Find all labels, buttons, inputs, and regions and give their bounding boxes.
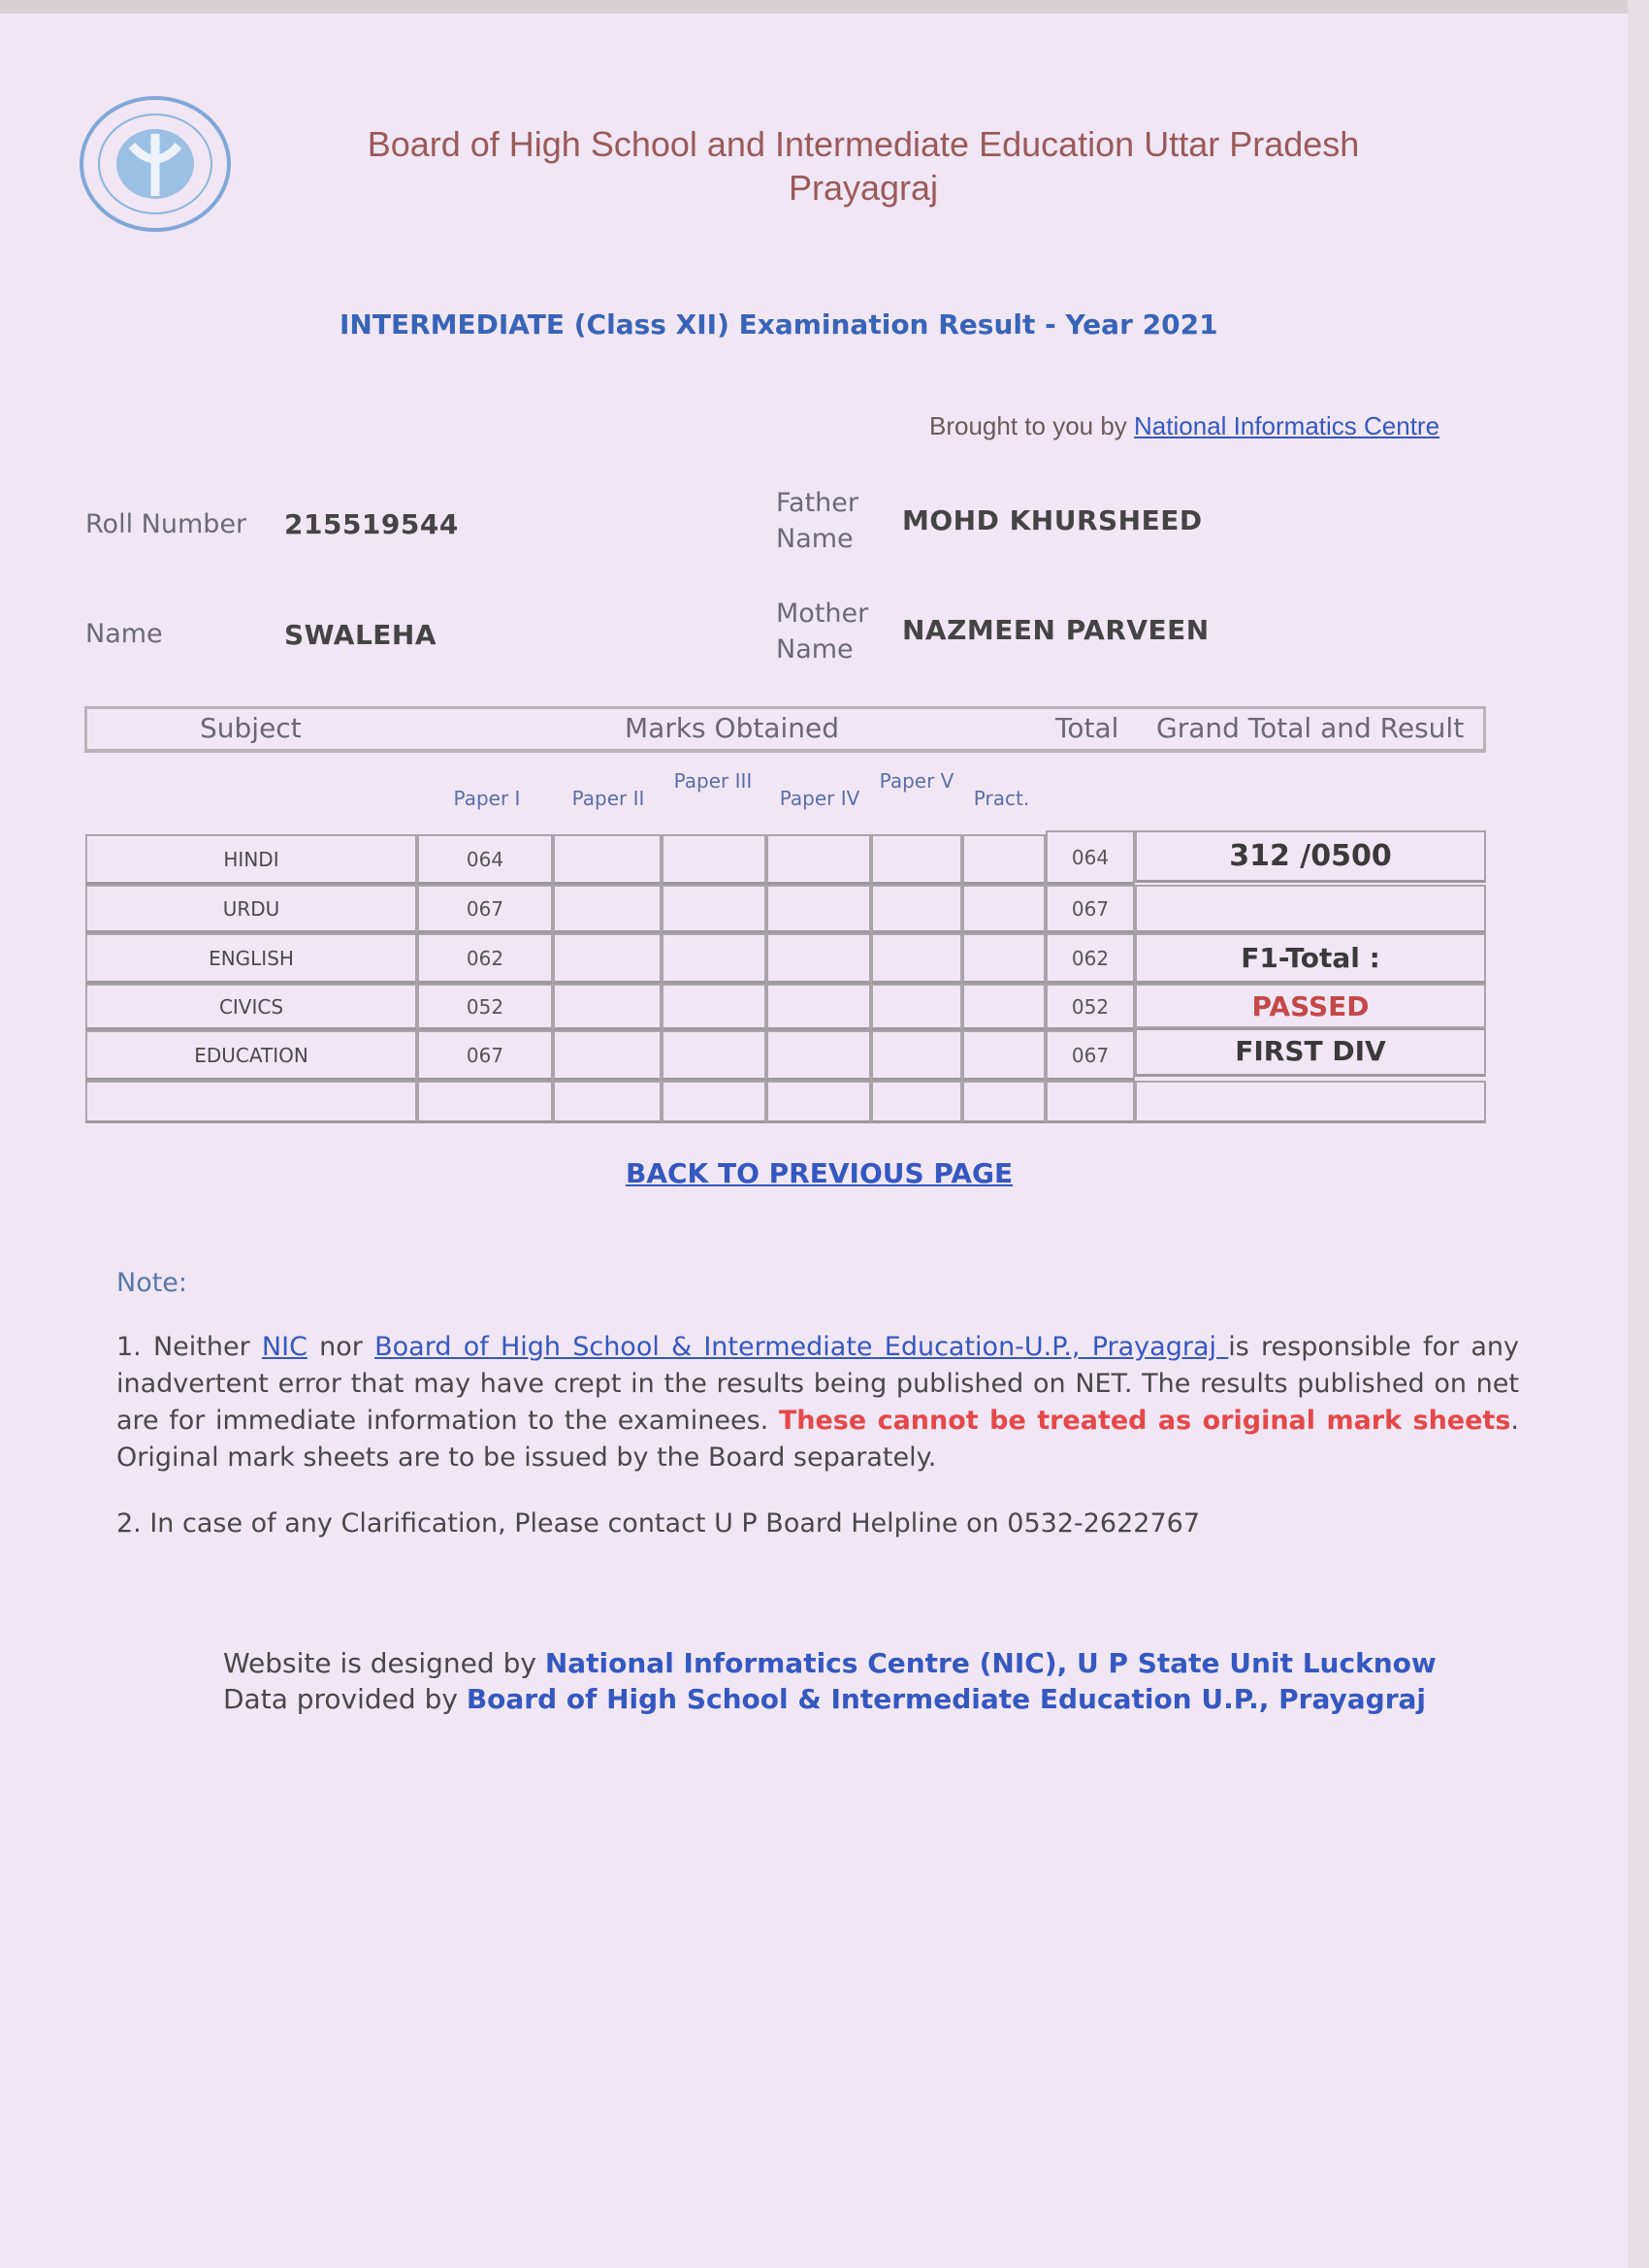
brought-by — [929, 411, 1439, 441]
subject-cell: HINDI — [85, 834, 417, 885]
practical-cell — [962, 834, 1046, 885]
paper3-cell — [662, 984, 766, 1030]
note-1-body: is responsible for any inadvertent error that may have crept in the results being published on NET. The results published on net are for immediate information to the examinees. — [116, 1332, 1519, 1436]
paper3-cell — [662, 933, 766, 984]
subheader-paper-5: Paper V — [879, 769, 954, 793]
page-right-edge — [1628, 0, 1649, 2268]
nic-link[interactable]: National Informatics Centre — [1134, 411, 1440, 440]
header-marks-obtained: Marks Obtained — [625, 712, 840, 744]
paper1-cell: 062 — [417, 933, 553, 984]
paper1-cell: 064 — [417, 834, 553, 885]
header-total: Total — [1055, 712, 1119, 744]
empty-cell — [766, 1081, 871, 1123]
header-grand-total: Grand Total and Result — [1156, 712, 1465, 744]
paper4-cell — [766, 933, 871, 984]
subject-cell: CIVICS — [85, 984, 417, 1030]
note-1-prefix: 1. Neither — [116, 1332, 262, 1362]
paper2-cell — [553, 885, 662, 933]
father-name-label: Father Name — [776, 488, 859, 554]
paper1-cell: 052 — [417, 984, 553, 1030]
subject-cell: EDUCATION — [85, 1030, 417, 1081]
paper3-cell — [662, 834, 766, 885]
father-name-value: MOHD KHURSHEED — [902, 504, 1203, 536]
paper4-cell — [766, 984, 871, 1030]
grand-total-value: 312 /0500 — [1135, 830, 1486, 883]
paper4-cell — [766, 834, 871, 885]
subheader-paper-3: Paper III — [673, 769, 753, 793]
note-1-end: . Original mark sheets are to be issued by the Board separately. — [116, 1406, 1519, 1473]
paper2-cell — [553, 834, 662, 885]
nic-note-link[interactable]: NIC — [261, 1332, 307, 1362]
empty-cell — [871, 1081, 962, 1123]
paper4-cell — [766, 885, 871, 933]
paper3-cell — [662, 1030, 766, 1081]
back-to-previous-page-link[interactable]: BACK TO PREVIOUS PAGE — [626, 1157, 1014, 1189]
paper5-cell — [871, 984, 962, 1030]
footer-designer: National Informatics Centre (NIC), U P State Unit Lucknow — [544, 1647, 1437, 1679]
paper2-cell — [553, 984, 662, 1030]
name-value: SWALEHA — [284, 619, 437, 651]
paper3-cell — [662, 885, 766, 933]
result-division: FIRST DIV — [1135, 1026, 1486, 1077]
brought-by-prefix: Brought to you by — [929, 411, 1135, 440]
paper2-cell — [553, 933, 662, 984]
practical-cell — [962, 984, 1046, 1030]
subheader-paper-4: Paper IV — [779, 787, 860, 810]
subject-cell: URDU — [85, 885, 417, 933]
empty-cell — [85, 1081, 417, 1123]
paper5-cell — [871, 933, 962, 984]
board-note-link[interactable]: Board of High School & Intermediate Education-U.P., Prayagraj — [374, 1332, 1229, 1362]
practical-cell — [962, 885, 1046, 933]
practical-cell — [962, 933, 1046, 984]
paper5-cell — [871, 885, 962, 933]
subject-cell: ENGLISH — [85, 933, 417, 984]
total-cell: 052 — [1046, 984, 1135, 1030]
note-1-nor: nor — [307, 1332, 375, 1362]
paper4-cell — [766, 1030, 871, 1081]
empty-cell — [962, 1081, 1046, 1123]
paper2-cell — [553, 1030, 662, 1081]
result-blank-cell — [1135, 885, 1486, 933]
total-cell: 067 — [1046, 1030, 1135, 1081]
header-subject: Subject — [200, 712, 302, 744]
subheader-practical: Pract. — [973, 787, 1030, 810]
footer-data-provided — [223, 1683, 1445, 1715]
total-label: F1-Total : — [1135, 933, 1486, 984]
empty-cell — [662, 1081, 766, 1123]
footer-data-provider: Board of High School & Intermediate Education U.P., Prayagraj — [466, 1683, 1426, 1715]
page-top-edge — [0, 0, 1649, 14]
name-label: Name — [85, 619, 163, 649]
paper1-cell: 067 — [417, 1030, 553, 1081]
footer-data-prefix: Data provided by — [223, 1683, 467, 1715]
note-1 — [116, 1329, 1519, 1476]
paper5-cell — [871, 834, 962, 885]
subheader-paper-1: Paper I — [453, 787, 521, 810]
total-cell: 064 — [1046, 830, 1135, 885]
subheader-paper-2: Paper II — [571, 787, 645, 810]
board-title: Board of High School and Intermediate Education Uttar Pradesh — [367, 124, 1360, 164]
result-status: PASSED — [1135, 984, 1486, 1030]
total-cell: 062 — [1046, 933, 1135, 984]
note-heading: Note: — [116, 1268, 188, 1298]
empty-cell — [553, 1081, 662, 1123]
note-1-warning: These cannot be treated as original mark sheets — [778, 1406, 1511, 1436]
up-board-seal-icon — [78, 95, 233, 233]
footer-designed-prefix: Website is designed by — [223, 1647, 545, 1679]
mother-name-label: Mother Name — [776, 599, 869, 664]
paper5-cell — [871, 1030, 962, 1081]
note-2: 2. In case of any Clarification, Please contact U P Board Helpline on 0532-2622767 — [116, 1508, 1201, 1539]
footer-designed-by — [223, 1647, 1445, 1679]
paper1-cell: 067 — [417, 885, 553, 933]
board-city: Prayagraj — [788, 168, 939, 208]
exam-title: INTERMEDIATE (Class XII) Examination Result - Year 2021 — [340, 308, 1218, 340]
mother-name-value: NAZMEEN PARVEEN — [902, 614, 1210, 646]
empty-cell — [1046, 1081, 1135, 1123]
total-cell: 067 — [1046, 885, 1135, 933]
practical-cell — [962, 1030, 1046, 1081]
roll-number-label: Roll Number — [85, 509, 247, 539]
empty-cell — [1135, 1081, 1486, 1123]
empty-cell — [417, 1081, 553, 1123]
roll-number-value: 215519544 — [284, 508, 459, 540]
